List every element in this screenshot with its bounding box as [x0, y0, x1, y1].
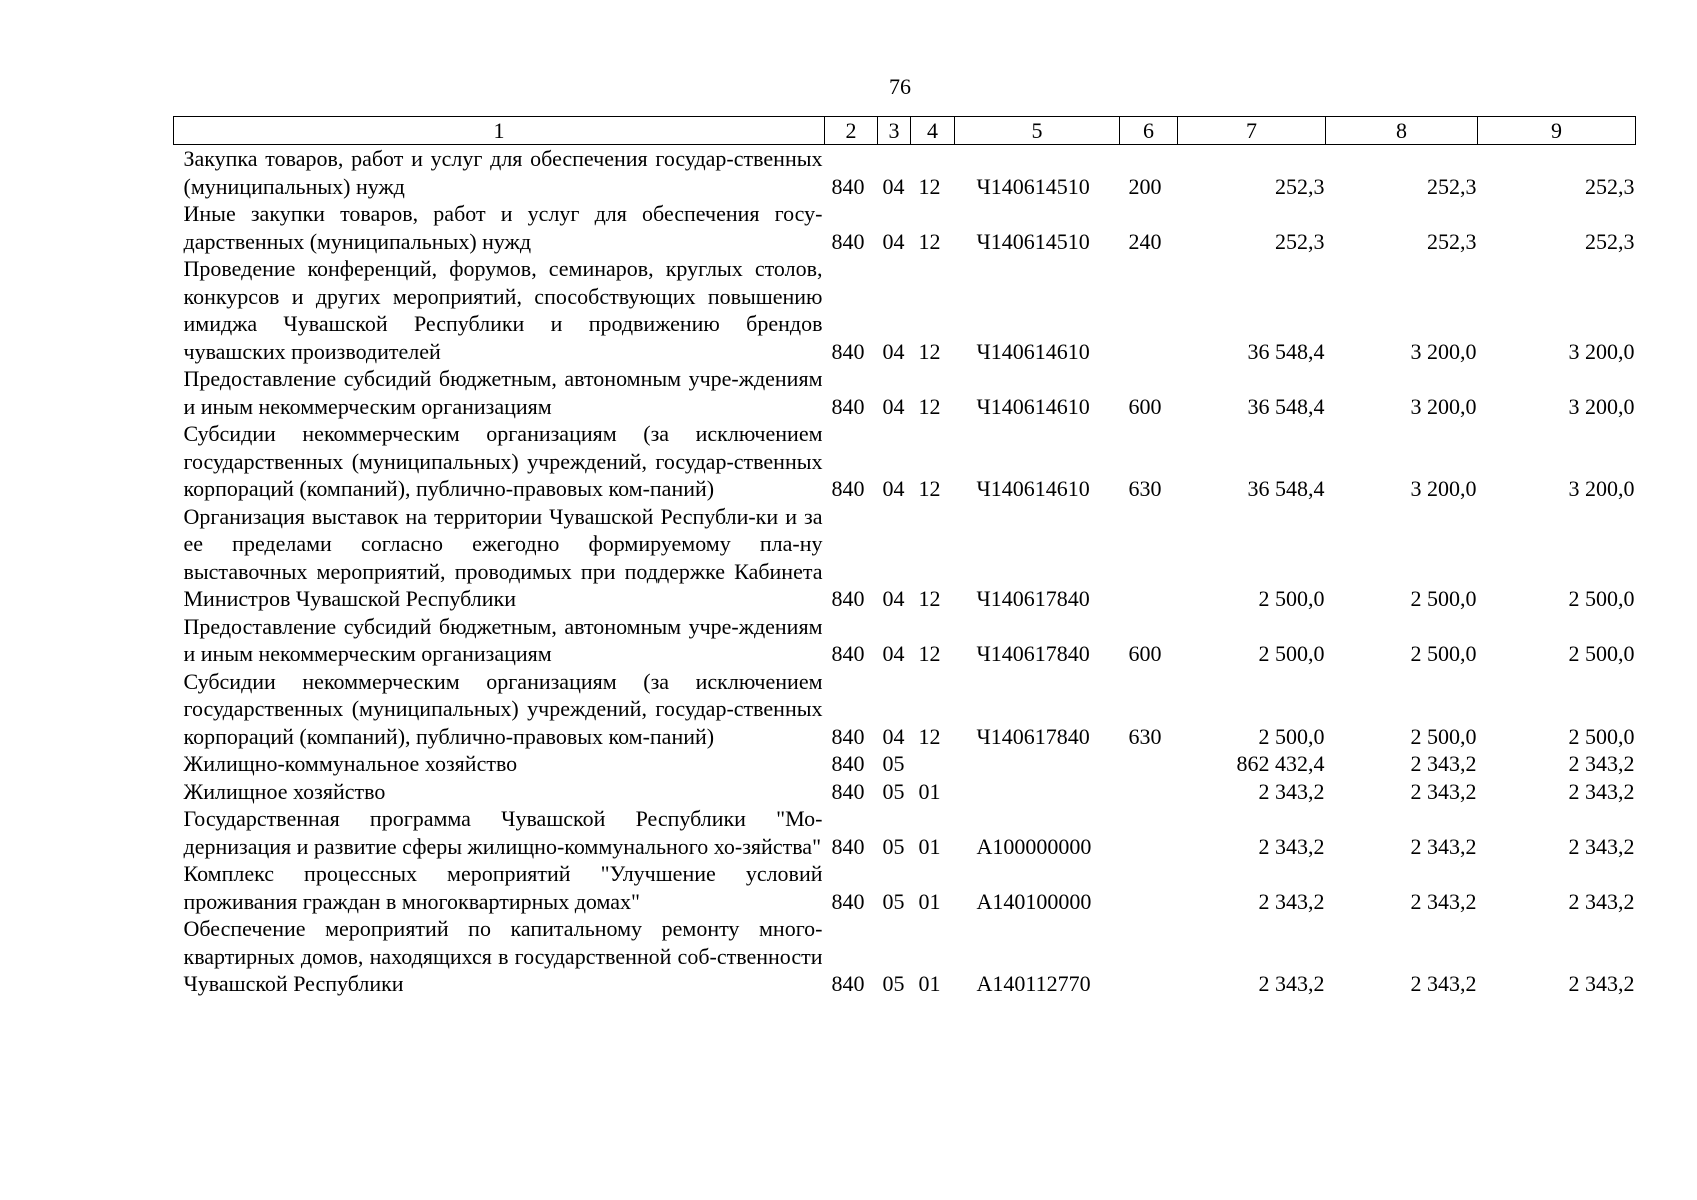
row-name: Проведение конференций, форумов, семинаров, круглых столов, конкурсов и других мероприятий, способствующих повышению имиджа Чувашской Республики и продвижению брендов чувашских производителей [183, 256, 823, 364]
cell-amount-1: 2 500,0 [1258, 723, 1325, 749]
cell-amount-1: 862 432,4 [1236, 751, 1325, 776]
cell-subsection-code: 12 [918, 228, 941, 254]
cell-subsection-code: 12 [918, 723, 941, 749]
cell-section-code: 04 [882, 586, 905, 611]
cell-amount-1: 2 500,0 [1258, 586, 1325, 611]
column-header: 2 [825, 117, 878, 145]
cell-section-code: 05 [882, 833, 905, 859]
cell-amount-2: 2 500,0 [1410, 641, 1477, 666]
cell-expense-type: 200 [1128, 173, 1162, 199]
column-header: 9 [1478, 117, 1636, 145]
table-row [174, 420, 1636, 503]
cell-amount-1: 2 343,2 [1258, 971, 1325, 996]
cell-subsection-code: 12 [918, 393, 941, 419]
cell-expense-type: 600 [1128, 393, 1162, 419]
column-header: 6 [1120, 117, 1178, 145]
cell-section-code: 04 [882, 393, 905, 419]
cell-ministry-code: 840 [831, 778, 865, 804]
cell-amount-2: 3 200,0 [1410, 476, 1477, 501]
cell-ministry-code: 840 [831, 833, 865, 859]
cell-expense-type [1120, 255, 1178, 365]
cell-amount-3: 252,3 [1585, 173, 1635, 199]
column-header: 4 [911, 117, 955, 145]
cell-target-article [955, 778, 1120, 806]
cell-subsection-code: 12 [918, 641, 941, 666]
cell-section-code: 04 [882, 641, 905, 666]
column-header: 1 [174, 117, 825, 145]
row-name: Комплекс процессных мероприятий "Улучшение условий проживания граждан в многоквартирных домах" [183, 861, 823, 914]
cell-amount-2: 2 500,0 [1410, 586, 1477, 611]
cell-target-article: А140100000 [976, 888, 1092, 914]
cell-amount-3: 252,3 [1585, 228, 1635, 254]
table-row [174, 255, 1636, 365]
cell-expense-type [1120, 805, 1178, 860]
cell-amount-1: 36 548,4 [1247, 338, 1325, 364]
cell-amount-1: 252,3 [1275, 173, 1325, 199]
page-number: 76 [889, 74, 911, 99]
cell-ministry-code: 840 [831, 641, 865, 666]
cell-amount-2: 252,3 [1427, 228, 1477, 254]
cell-target-article: А100000000 [976, 833, 1092, 859]
cell-subsection-code [911, 750, 955, 778]
row-name: Предоставление субсидий бюджетным, автономным учре-ждениям и иным некоммерческим организациям [183, 366, 823, 419]
cell-amount-3: 2 343,2 [1568, 751, 1635, 776]
cell-section-code: 04 [882, 476, 905, 501]
cell-subsection-code: 01 [918, 778, 941, 804]
cell-target-article [955, 750, 1120, 778]
cell-section-code: 05 [882, 888, 905, 914]
table-header [174, 117, 1636, 145]
cell-subsection-code: 12 [918, 338, 941, 364]
row-name: Субсидии некоммерческим организациям (за исключением государственных (муниципальных) учреждений, государ-ственных корпораций (компаний), публично-правовых ком-паний) [183, 421, 823, 501]
table-row [174, 668, 1636, 751]
cell-amount-3: 2 343,2 [1568, 778, 1635, 804]
cell-subsection-code: 12 [918, 173, 941, 199]
cell-section-code: 05 [882, 971, 905, 996]
cell-amount-2: 2 343,2 [1410, 888, 1477, 914]
cell-expense-type: 240 [1128, 228, 1162, 254]
cell-target-article: Ч140614610 [976, 338, 1090, 364]
cell-amount-3: 3 200,0 [1568, 476, 1635, 501]
cell-amount-2: 2 343,2 [1410, 778, 1477, 804]
cell-target-article: А140112770 [976, 971, 1091, 996]
table-row [174, 750, 1636, 778]
cell-ministry-code: 840 [831, 751, 865, 776]
cell-ministry-code: 840 [831, 888, 865, 914]
cell-amount-2: 2 343,2 [1410, 971, 1477, 996]
column-header: 8 [1326, 117, 1478, 145]
cell-amount-1: 2 343,2 [1258, 888, 1325, 914]
cell-amount-1: 36 548,4 [1247, 393, 1325, 419]
cell-subsection-code: 01 [918, 833, 941, 859]
cell-ministry-code: 840 [831, 338, 865, 364]
cell-amount-1: 252,3 [1275, 228, 1325, 254]
row-name: Обеспечение мероприятий по капитальному ремонту много-квартирных домов, находящихся в государственной соб-ственности Чувашской Республики [183, 916, 823, 996]
cell-target-article: Ч140614510 [976, 173, 1090, 199]
cell-subsection-code: 01 [918, 971, 941, 996]
cell-target-article: Ч140614610 [976, 393, 1090, 419]
cell-ministry-code: 840 [831, 173, 865, 199]
cell-amount-3: 2 500,0 [1568, 641, 1635, 666]
cell-amount-3: 2 343,2 [1568, 971, 1635, 996]
budget-table [173, 116, 1636, 998]
row-name: Организация выставок на территории Чувашской Республи-ки и за ее пределами согласно ежегодно формируемому пла-ну выставочных мероприятий, проводимых при поддержке Кабинета Министров Чувашской Республики [183, 503, 823, 611]
cell-amount-1: 36 548,4 [1247, 476, 1325, 501]
row-name: Иные закупки товаров, работ и услуг для обеспечения госу-дарственных (муниципальных) нужд [183, 201, 823, 254]
cell-amount-2: 3 200,0 [1410, 338, 1477, 364]
cell-ministry-code: 840 [831, 971, 865, 996]
table-row [174, 778, 1636, 806]
table-row [174, 145, 1636, 201]
row-name: Субсидии некоммерческим организациям (за исключением государственных (муниципальных) учреждений, государ-ственных корпораций (компаний), публично-правовых ком-паний) [183, 668, 823, 749]
row-name: Предоставление субсидий бюджетным, автономным учре-ждениям и иным некоммерческим организациям [183, 613, 823, 666]
header-row [174, 117, 1636, 145]
row-name: Жилищное хозяйство [183, 778, 386, 804]
cell-expense-type [1120, 503, 1178, 613]
cell-target-article: Ч140614510 [976, 228, 1090, 254]
column-header: 3 [878, 117, 911, 145]
cell-expense-type [1120, 915, 1178, 998]
cell-section-code: 04 [882, 723, 905, 749]
cell-amount-3: 2 500,0 [1568, 723, 1635, 749]
table-row [174, 365, 1636, 420]
cell-subsection-code: 12 [918, 586, 941, 611]
cell-amount-1: 2 500,0 [1258, 641, 1325, 666]
cell-amount-3: 2 343,2 [1568, 833, 1635, 859]
cell-amount-2: 2 343,2 [1410, 833, 1477, 859]
row-name: Закупка товаров, работ и услуг для обеспечения государ-ственных (муниципальных) нужд [183, 146, 823, 199]
cell-amount-3: 2 343,2 [1568, 888, 1635, 914]
cell-expense-type: 630 [1128, 476, 1162, 501]
table-row [174, 200, 1636, 255]
cell-amount-1: 2 343,2 [1258, 833, 1325, 859]
table-body [174, 145, 1636, 998]
cell-amount-2: 2 343,2 [1410, 751, 1477, 776]
cell-target-article: Ч140617840 [976, 723, 1090, 749]
cell-subsection-code: 01 [918, 888, 941, 914]
row-name: Жилищно-коммунальное хозяйство [183, 751, 518, 776]
cell-amount-1: 2 343,2 [1258, 778, 1325, 804]
cell-amount-3: 3 200,0 [1568, 393, 1635, 419]
table-row [174, 860, 1636, 915]
cell-amount-2: 3 200,0 [1410, 393, 1477, 419]
cell-amount-3: 2 500,0 [1568, 586, 1635, 611]
cell-ministry-code: 840 [831, 476, 865, 501]
cell-section-code: 05 [882, 751, 905, 776]
cell-section-code: 04 [882, 228, 905, 254]
table-row [174, 915, 1636, 998]
cell-target-article: Ч140617840 [976, 641, 1090, 666]
cell-amount-3: 3 200,0 [1568, 338, 1635, 364]
cell-expense-type [1120, 778, 1178, 806]
cell-section-code: 05 [882, 778, 905, 804]
cell-target-article: Ч140617840 [976, 586, 1090, 611]
cell-expense-type: 630 [1128, 723, 1162, 749]
cell-expense-type: 600 [1128, 641, 1162, 666]
row-name: Государственная программа Чувашской Республики "Мо-дернизация и развитие сферы жилищно-коммунального хо-зяйства" [183, 806, 823, 859]
cell-target-article: Ч140614610 [976, 476, 1090, 501]
cell-expense-type [1120, 750, 1178, 778]
cell-section-code: 04 [882, 173, 905, 199]
column-header: 5 [955, 117, 1120, 145]
cell-ministry-code: 840 [831, 393, 865, 419]
table-row [174, 613, 1636, 668]
cell-expense-type [1120, 860, 1178, 915]
cell-ministry-code: 840 [831, 723, 865, 749]
column-header: 7 [1178, 117, 1326, 145]
cell-amount-2: 252,3 [1427, 173, 1477, 199]
cell-subsection-code: 12 [918, 476, 941, 501]
table-row [174, 503, 1636, 613]
cell-ministry-code: 840 [831, 228, 865, 254]
cell-amount-2: 2 500,0 [1410, 723, 1477, 749]
table-row [174, 805, 1636, 860]
cell-ministry-code: 840 [831, 586, 865, 611]
cell-section-code: 04 [882, 338, 905, 364]
